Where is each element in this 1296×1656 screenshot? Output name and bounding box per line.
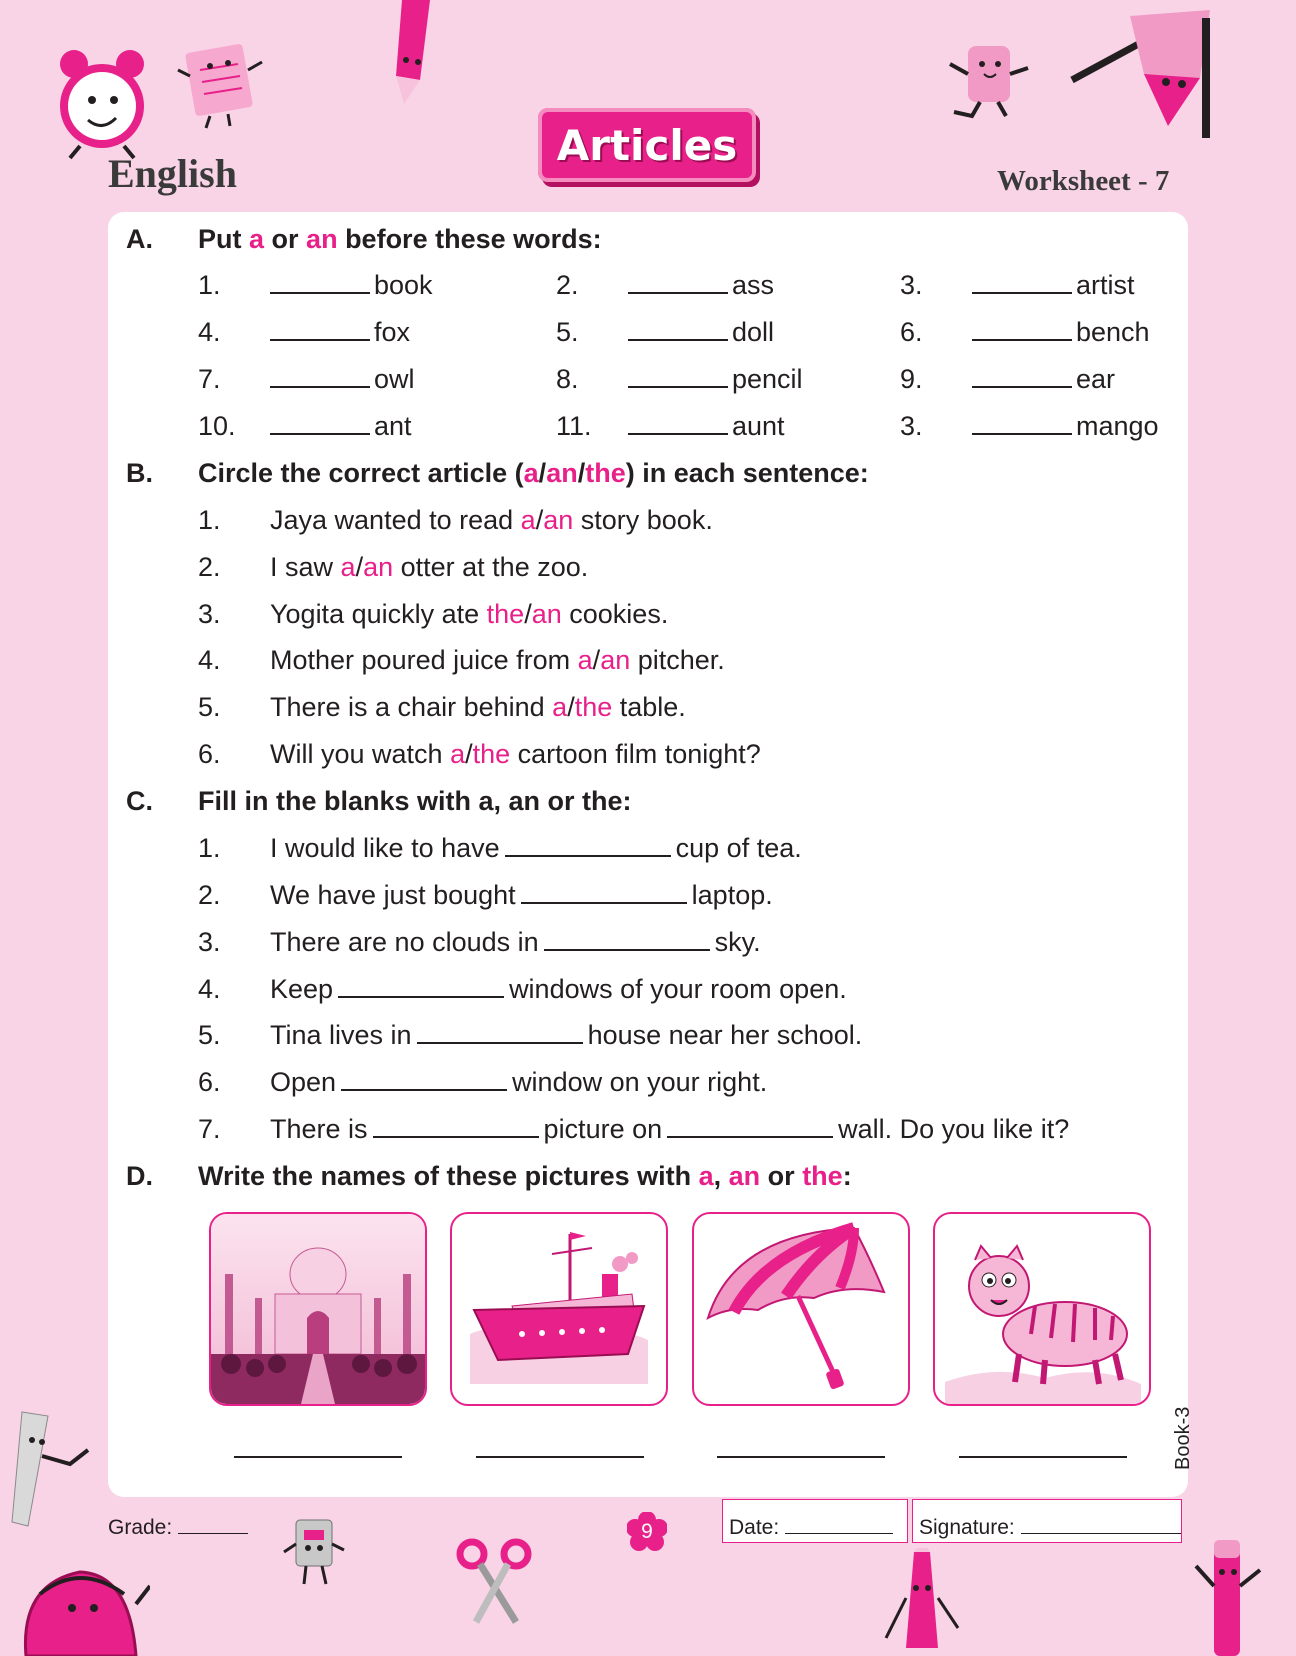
heading-text: or [264,224,307,254]
text: There is [270,1114,368,1144]
answer-line[interactable] [476,1456,644,1458]
word: ant [374,411,412,441]
fill-sentence [270,1067,767,1098]
answer-blank[interactable] [270,411,370,435]
answer-blank[interactable] [628,411,728,435]
text: laptop. [691,880,773,910]
taj-mahal-picture [209,1212,427,1406]
article-the: the [585,458,626,488]
word-item [270,317,410,348]
page-number: 9 [641,1520,653,1543]
article-a: a [249,224,265,254]
answer-blank[interactable] [972,364,1072,388]
text: story book. [573,505,713,535]
heading-text: Put [198,224,249,254]
heading-text: Write the names of these pictures with [198,1161,699,1191]
answer-blank[interactable] [270,364,370,388]
fill-sentence [270,1020,862,1051]
option-1[interactable]: a [552,692,568,722]
section-a-letter: A. [126,224,153,254]
item-number: 1. [198,505,221,535]
item-number: 2. [198,552,221,582]
item-number: 5. [556,317,579,347]
text: sky. [714,927,761,957]
answer-blank[interactable] [667,1114,833,1138]
word: fox [374,317,411,347]
ruler-character-icon [8,1410,98,1530]
answer-blank[interactable] [417,1020,583,1044]
word-item [972,270,1135,301]
scissors-icon [454,1536,534,1626]
answer-blank[interactable] [521,880,687,904]
ship-icon [452,1214,666,1404]
article-an: an [728,1161,761,1191]
text: Open [270,1067,337,1097]
slash: / [355,552,364,582]
option-2[interactable]: the [574,692,613,722]
umbrella-icon [694,1214,908,1404]
item-number: 3. [900,270,923,300]
text: wall. Do you like it? [838,1114,1070,1144]
page-number-badge [627,1512,667,1552]
answer-blank[interactable] [505,833,671,857]
subject-label: English [108,151,237,196]
text: table. [612,692,686,722]
answer-line[interactable] [959,1456,1127,1458]
section-c-letter: C. [126,786,153,816]
fill-sentence [270,880,773,911]
heading-text: Circle the correct article ( [198,458,524,488]
worksheet-title-badge [538,108,756,182]
answer-blank[interactable] [270,317,370,341]
grade-label: Grade: [108,1516,173,1539]
option-1[interactable]: a [340,552,356,582]
word: ear [1076,364,1116,394]
text: otter at the zoo. [393,552,589,582]
text: Will you watch [270,739,451,769]
word-item [628,364,803,395]
answer-blank[interactable] [544,927,710,951]
section-a-heading [198,224,602,255]
signature-box [912,1499,1182,1543]
item-number: 7. [198,1114,221,1144]
signature-blank[interactable] [1021,1517,1181,1534]
item-number: 3. [198,927,221,957]
slash: / [592,645,601,675]
slash: / [577,458,586,488]
article-a: a [698,1161,714,1191]
option-1[interactable]: a [577,645,593,675]
sharpener-character-icon [282,1514,348,1590]
answer-blank[interactable] [972,411,1072,435]
text: cookies. [561,599,669,629]
word-item [628,270,774,301]
item-number: 3. [900,411,923,441]
item-number: 6. [900,317,923,347]
umbrella-picture [692,1212,910,1406]
ship-picture [450,1212,668,1406]
section-d-letter: D. [126,1161,153,1191]
slash: / [465,739,473,769]
slash: / [567,692,575,722]
heading-text: or [760,1161,803,1191]
text: Yogita quickly ate [270,599,487,629]
text: pitcher. [630,645,725,675]
text: Mother poured juice from [270,645,578,675]
worksheet-number: Worksheet - 7 [997,165,1170,197]
answer-line[interactable] [717,1456,885,1458]
article-a: a [523,458,539,488]
slash: / [535,505,544,535]
notepad-character-icon [176,40,266,130]
heading-text: : [842,1161,852,1191]
pencil-case-icon [20,1524,150,1656]
text: Tina lives in [270,1020,412,1050]
text: picture on [543,1114,663,1144]
sentence [270,739,761,770]
tiger-icon [935,1214,1149,1404]
word: doll [732,317,775,347]
item-number: 1. [198,833,221,863]
sentence [270,505,713,536]
section-b-letter: B. [126,458,153,488]
section-b-heading [198,458,869,489]
date-label: Date: [729,1516,780,1539]
text: cup of tea. [675,833,802,863]
item-number: 2. [556,270,579,300]
heading-text: ) in each sentence: [625,458,869,488]
pen-character-icon [882,1548,962,1656]
book-label: Book-3 [1172,1406,1194,1470]
answer-blank[interactable] [270,270,370,294]
text: I saw [270,552,341,582]
option-2[interactable]: an [531,599,562,629]
text: windows of your room open. [509,974,847,1004]
word: bench [1076,317,1150,347]
item-number: 6. [198,1067,221,1097]
word: ass [732,270,775,300]
item-number: 6. [198,739,221,769]
sentence [270,645,725,676]
word-item [628,411,785,442]
fill-sentence [270,974,847,1005]
word-item [270,411,412,442]
word: mango [1076,411,1159,441]
word: aunt [732,411,785,441]
text: Keep [270,974,334,1004]
item-number: 10. [198,411,236,441]
date-box [722,1499,908,1543]
item-number: 7. [198,364,221,394]
option-2[interactable]: an [363,552,394,582]
text: Jaya wanted to read [270,505,521,535]
text: There is a chair behind [270,692,553,722]
word-item [270,364,415,395]
item-number: 1. [198,270,221,300]
option-2[interactable]: an [600,645,631,675]
answer-blank[interactable] [628,270,728,294]
word: owl [374,364,415,394]
text: window on your right. [512,1067,768,1097]
item-number: 8. [556,364,579,394]
answer-blank[interactable] [972,317,1072,341]
worksheet-title: Articles [556,120,738,170]
slash: / [538,458,547,488]
item-number: 11. [556,411,592,441]
item-number: 4. [198,974,221,1004]
word-item [972,317,1150,348]
answer-line[interactable] [234,1456,402,1458]
fill-sentence [270,927,761,958]
section-d-heading [198,1161,852,1192]
article-the: the [802,1161,843,1191]
answer-blank[interactable] [373,1114,539,1138]
text: There are no clouds in [270,927,539,957]
word-item [628,317,774,348]
date-blank[interactable] [785,1517,893,1534]
pencil-ruler-character-icon [1070,8,1220,138]
word-item [972,364,1115,395]
option-1[interactable]: a [450,739,466,769]
answer-blank[interactable] [972,270,1072,294]
tiger-picture [933,1212,1151,1406]
word: artist [1076,270,1135,300]
slash: / [524,599,532,629]
fill-sentence [270,833,802,864]
article-an: an [546,458,578,488]
text: I would like to have [270,833,500,863]
heading-text: before these words: [337,224,602,254]
option-1[interactable]: a [520,505,536,535]
item-number: 9. [900,364,923,394]
word-item [972,411,1159,442]
sentence [270,599,668,630]
text: cartoon film tonight? [510,739,761,769]
text: house near her school. [587,1020,863,1050]
item-number: 4. [198,317,221,347]
word: pencil [732,364,803,394]
grade-blank[interactable] [178,1517,248,1534]
section-c-heading: Fill in the blanks with a, an or the: [198,786,632,816]
comma: , [713,1161,729,1191]
alarm-clock-icon [52,42,152,162]
item-number: 3. [198,599,221,629]
answer-blank[interactable] [341,1067,507,1091]
sentence [270,692,686,723]
text: We have just bought [270,880,516,910]
answer-blank[interactable] [628,317,728,341]
option-1[interactable]: the [486,599,525,629]
answer-blank[interactable] [338,974,504,998]
taj-mahal-icon [211,1214,425,1404]
answer-blank[interactable] [628,364,728,388]
word-item [270,270,433,301]
marker-character-icon [1190,1536,1270,1656]
article-an: an [306,224,338,254]
pencil-character-icon [382,0,442,110]
option-2[interactable]: the [472,739,511,769]
word: book [374,270,433,300]
eraser-character-icon [944,40,1034,120]
item-number: 2. [198,880,221,910]
option-2[interactable]: an [543,505,574,535]
item-number: 5. [198,692,221,722]
item-number: 4. [198,645,221,675]
signature-label: Signature: [919,1516,1015,1539]
fill-sentence [270,1114,1069,1145]
item-number: 5. [198,1020,221,1050]
sentence [270,552,588,583]
